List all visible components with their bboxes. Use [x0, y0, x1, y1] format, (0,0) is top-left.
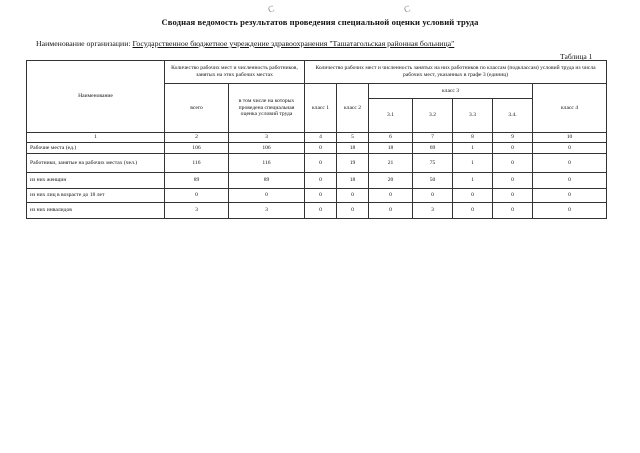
table-cell: 0 [533, 203, 607, 219]
header-name: Наименование [27, 61, 165, 133]
table-cell: 0 [453, 203, 493, 219]
column-number: 5 [337, 133, 369, 143]
table-number: Таблица 1 [560, 52, 593, 61]
column-number: 4 [305, 133, 337, 143]
header-class-2: класс 2 [337, 84, 369, 133]
summary-table [26, 60, 607, 219]
column-number: 7 [413, 133, 453, 143]
stamp-mark: C [402, 3, 412, 15]
table-cell: 0 [305, 154, 337, 173]
table-cell: 18 [337, 143, 369, 154]
organization-line [36, 39, 454, 48]
table-row [27, 189, 607, 203]
table-row [27, 203, 607, 219]
table-cell: 0 [453, 189, 493, 203]
row-label: из них лиц в возрасте до 18 лет [27, 189, 165, 203]
table-row [27, 154, 607, 173]
row-label: Рабочие места (ед.) [27, 143, 165, 154]
organization-name: Государственное бюджетное учреждение здравоохранения "Ташатагольская районная больница" [132, 39, 455, 48]
table-cell: 0 [369, 203, 413, 219]
table-cell: 0 [337, 203, 369, 219]
table-cell: 0 [305, 189, 337, 203]
table-cell: 21 [369, 154, 413, 173]
table-cell: 50 [413, 173, 453, 189]
table-cell: 1 [453, 154, 493, 173]
table-cell: 0 [493, 189, 533, 203]
table-cell: 89 [165, 173, 229, 189]
table-cell: 116 [229, 154, 305, 173]
column-number: 6 [369, 133, 413, 143]
table-cell: 89 [229, 173, 305, 189]
table-cell: 0 [229, 189, 305, 203]
table-cell: 0 [493, 203, 533, 219]
table-row [27, 173, 607, 189]
table-cell: 3 [413, 203, 453, 219]
row-label: Работники, занятые на рабочих местах (чел.) [27, 154, 165, 173]
header-subclass-3-1: 3.1 [369, 99, 413, 133]
table-cell: 106 [229, 143, 305, 154]
table-cell: 0 [337, 189, 369, 203]
table-cell: 0 [305, 203, 337, 219]
stamp-mark: C [266, 3, 276, 15]
table-cell: 18 [337, 173, 369, 189]
table-cell: 0 [533, 189, 607, 203]
table-cell: 3 [229, 203, 305, 219]
header-assessed: в том числе на которых проведена специальная оценка условий труда [229, 84, 305, 133]
table-cell: 1 [453, 143, 493, 154]
row-label: из них женщин [27, 173, 165, 189]
table-cell: 20 [369, 173, 413, 189]
organization-label: Наименование организации: [36, 39, 131, 48]
column-number: 8 [453, 133, 493, 143]
table-cell: 0 [533, 154, 607, 173]
header-workplaces-group: Количество рабочих мест и численность работников, занятых на этих рабочих местах [165, 61, 305, 84]
page-title: Сводная ведомость результатов проведения специальной оценки условий труда [161, 17, 479, 27]
table-cell: 18 [369, 143, 413, 154]
table-cell: 1 [453, 173, 493, 189]
column-number: 10 [533, 133, 607, 143]
header-class-4: класс 4 [533, 84, 607, 133]
column-number: 2 [165, 133, 229, 143]
table-cell: 0 [413, 189, 453, 203]
table-cell: 0 [493, 173, 533, 189]
column-number: 1 [27, 133, 165, 143]
table-cell: 116 [165, 154, 229, 173]
table-cell: 106 [165, 143, 229, 154]
table-cell: 19 [337, 154, 369, 173]
table-cell: 0 [165, 189, 229, 203]
table-cell: 0 [305, 173, 337, 189]
column-number: 9 [493, 133, 533, 143]
table-cell: 0 [533, 173, 607, 189]
column-number: 3 [229, 133, 305, 143]
header-subclass-3-2: 3.2 [413, 99, 453, 133]
header-total: всего [165, 84, 229, 133]
table-row [27, 143, 607, 154]
header-class-1: класс 1 [305, 84, 337, 133]
table-cell: 0 [493, 143, 533, 154]
header-subclass-3-3: 3.3 [453, 99, 493, 133]
table-cell: 3 [165, 203, 229, 219]
table-cell: 0 [369, 189, 413, 203]
header-classes-group: Количество рабочих мест и численность занятых на них работников по классам (подклассам) условий труда из числа рабочих мест, указанных в графе 3 (единиц) [305, 61, 607, 84]
table-cell: 0 [305, 143, 337, 154]
table-cell: 69 [413, 143, 453, 154]
table-cell: 0 [533, 143, 607, 154]
table-cell: 0 [493, 154, 533, 173]
header-class-3: класс 3 [369, 84, 533, 99]
table-cell: 75 [413, 154, 453, 173]
header-subclass-3-4: 3.4. [493, 99, 533, 133]
row-label: из них инвалидов [27, 203, 165, 219]
